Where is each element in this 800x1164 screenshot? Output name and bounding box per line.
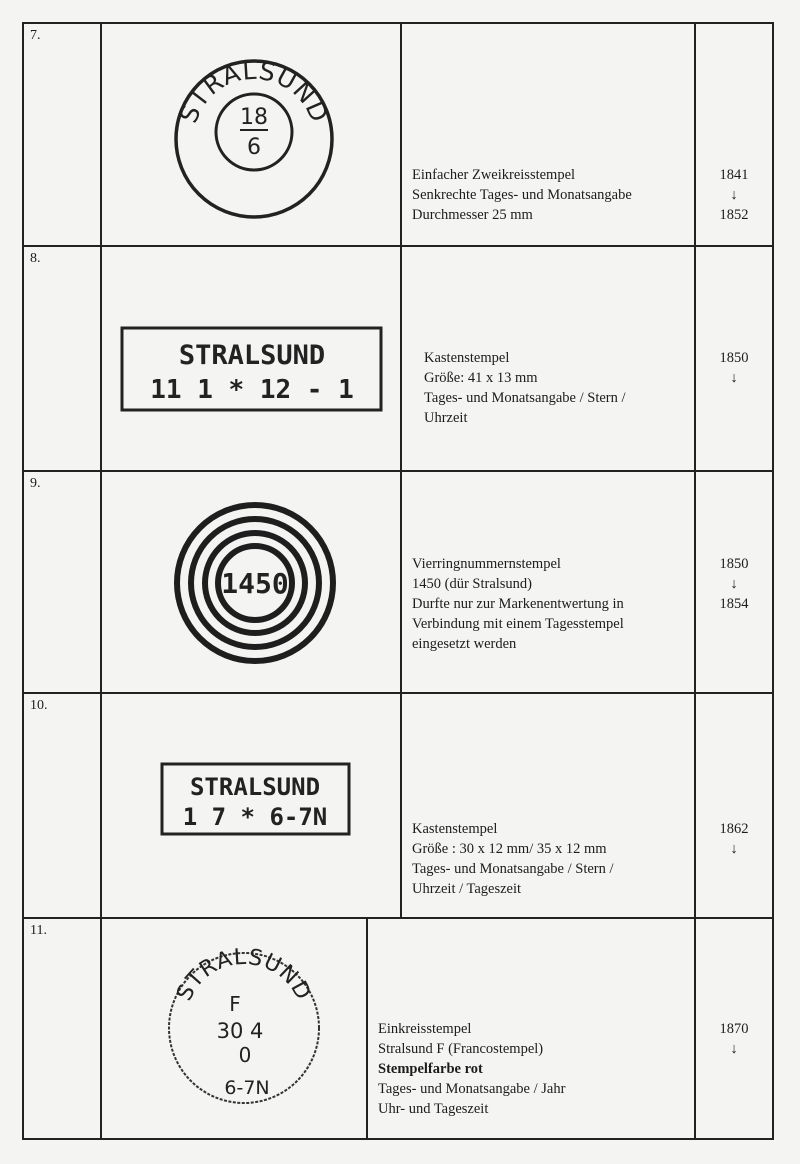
year-start: 1850 [719,350,749,366]
stamp-date: 30 4 [216,1019,264,1043]
stamp-cell [102,472,402,692]
stamp-cell [102,694,402,917]
svg-text:STRALSUND [172,945,316,1005]
description-line: Uhrzeit [424,410,468,426]
year-start: 1850 [719,556,749,572]
arrow-down-icon: ↓ [730,841,738,857]
years-cell [696,919,772,1138]
number-cell [24,247,102,470]
stamp-date: 11 1 * 12 - 1 [150,375,354,405]
description-line: eingesetzt werden [412,636,517,652]
description-line-bold: Stempelfarbe rot [378,1061,483,1077]
stamp-town: STRALSUND [189,773,321,801]
table-row [24,919,772,1138]
stamp-town: STRALSUND [178,340,326,371]
description-cell [402,24,696,245]
stamp-cell [102,919,368,1138]
arrow-down-icon: ↓ [730,187,738,203]
single-circle-stamp-icon [102,919,368,1138]
table-row [24,694,772,919]
table-row [24,247,772,472]
description-line: Größe: 41 x 13 mm [424,370,538,386]
table-row [24,24,772,247]
description-line: 1450 (dür Stralsund) [412,576,533,592]
stamp-cell [102,24,402,245]
description-line: Tages- und Monatsangabe / Jahr [378,1081,566,1097]
stamp-date: 1 7 * 6-7N [182,803,328,831]
description-line: Tages- und Monatsangabe / Stern / [424,390,626,406]
entry-number: 11. [30,923,47,938]
year-start: 1870 [719,1021,749,1037]
entry-number: 10. [30,698,48,713]
stamp-year: 0 [238,1043,252,1067]
description-cell [402,472,696,692]
years-cell [696,472,772,692]
year-end: 1852 [719,207,749,223]
description-line: Kastenstempel [424,350,510,366]
table-row [24,472,772,694]
description-line: Tages- und Monatsangabe / Stern / [412,861,614,877]
stamp-table [22,22,774,1140]
year-end: 1854 [719,596,749,612]
number-cell [24,472,102,692]
stamp-town: STRALSUND [173,55,335,127]
stamp-time: 6-7N [224,1077,270,1099]
arrow-down-icon: ↓ [730,576,738,592]
year-start: 1841 [719,167,749,183]
description-line: Größe : 30 x 12 mm/ 35 x 12 mm [412,841,607,857]
arrow-down-icon: ↓ [730,1041,738,1057]
number-cell [24,694,102,917]
description-cell [368,919,696,1138]
entry-number: 7. [30,28,41,43]
description-line: Durchmesser 25 mm [412,207,533,223]
stamp-cell [102,247,402,470]
box-stamp-icon [102,247,402,468]
description-line: Stralsund F (Francostempel) [378,1041,544,1057]
years-cell [696,694,772,917]
year-start: 1862 [719,821,749,837]
description-line: Kastenstempel [412,821,498,837]
description-line: Einfacher Zweikreisstempel [412,167,576,183]
description-line: Uhrzeit / Tageszeit [412,881,522,897]
number-cell [24,919,102,1138]
box-stamp-icon [102,694,402,915]
double-circle-stamp-icon [102,24,402,243]
description-line: Uhr- und Tageszeit [378,1101,489,1117]
stamp-number: 1450 [221,567,289,600]
description-cell [402,247,696,470]
entry-number: 8. [30,251,41,266]
stamp-town: STRALSUND [172,944,316,1005]
description-line: Einkreisstempel [378,1021,472,1037]
number-cell [24,24,102,245]
years-cell [696,247,772,470]
four-ring-number-stamp-icon [102,472,402,690]
description-cell [402,694,696,917]
entry-number: 9. [30,476,41,491]
stamp-letter: F [229,992,241,1016]
description-line: Verbindung mit einem Tagesstempel [412,616,624,632]
description-line: Vierringnummernstempel [412,556,561,572]
description-line: Durfte nur zur Markenentwertung in [412,596,624,612]
stamp-month: 6 [247,135,261,160]
description-line: Senkrechte Tages- und Monatsangabe [412,187,632,203]
arrow-down-icon: ↓ [730,370,738,386]
stamp-day: 18 [240,105,268,130]
years-cell [696,24,772,245]
